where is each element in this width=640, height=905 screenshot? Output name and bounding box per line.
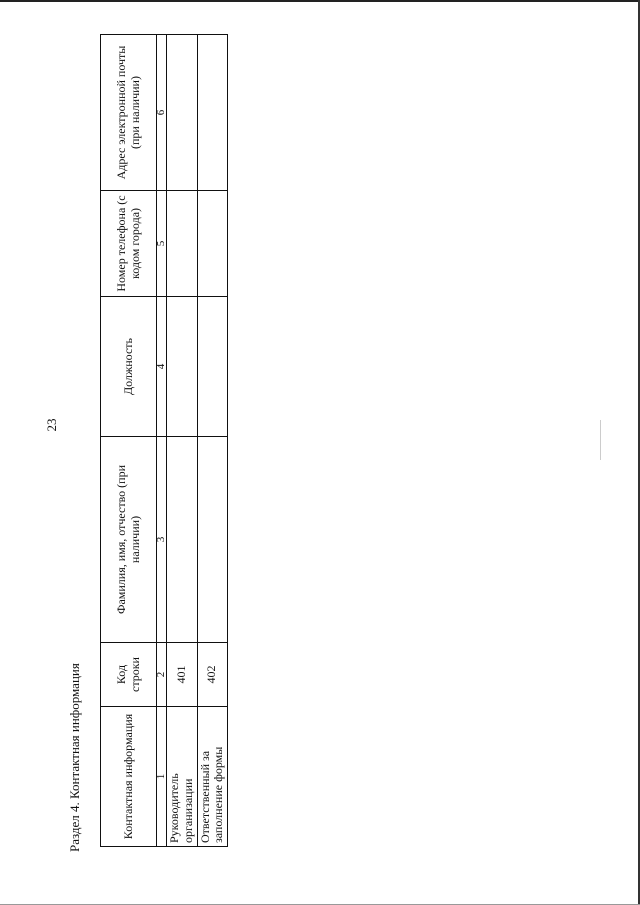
email-cell[interactable]: [197, 35, 228, 191]
page-number: 23: [44, 418, 59, 432]
row-code: 401: [167, 643, 198, 707]
table-row: [197, 35, 228, 847]
row-label: Руководитель организации: [167, 707, 198, 847]
column-number: 6: [157, 35, 167, 191]
header-phone: Номер телефона (с кодом города): [101, 191, 157, 297]
contact-info-table: [100, 34, 228, 847]
column-number: 5: [157, 191, 167, 297]
row-code: 402: [197, 643, 228, 707]
column-number: 2: [157, 643, 167, 707]
full-name-cell[interactable]: [167, 437, 198, 643]
column-number: 1: [157, 707, 167, 847]
scan-artifact: [600, 420, 601, 460]
phone-cell[interactable]: [167, 191, 198, 297]
phone-cell[interactable]: [197, 191, 228, 297]
column-numbers-row: [157, 35, 167, 847]
email-cell[interactable]: [167, 35, 198, 191]
header-email: Адрес электронной почты (при наличии): [101, 35, 157, 191]
row-label: Ответственный за заполнение формы: [197, 707, 228, 847]
section-title: Раздел 4. Контактная информация: [67, 663, 82, 852]
full-name-cell[interactable]: [197, 437, 228, 643]
header-position: Должность: [101, 297, 157, 437]
header-row-code: Код строки: [101, 643, 157, 707]
header-full-name: Фамилия, имя, отчество (при наличии): [101, 437, 157, 643]
table-header-row: [101, 35, 157, 847]
position-cell[interactable]: [197, 297, 228, 437]
column-number: 3: [157, 437, 167, 643]
table-row: [167, 35, 198, 847]
header-contact-info: Контактная информация: [101, 707, 157, 847]
column-number: 4: [157, 297, 167, 437]
position-cell[interactable]: [167, 297, 198, 437]
